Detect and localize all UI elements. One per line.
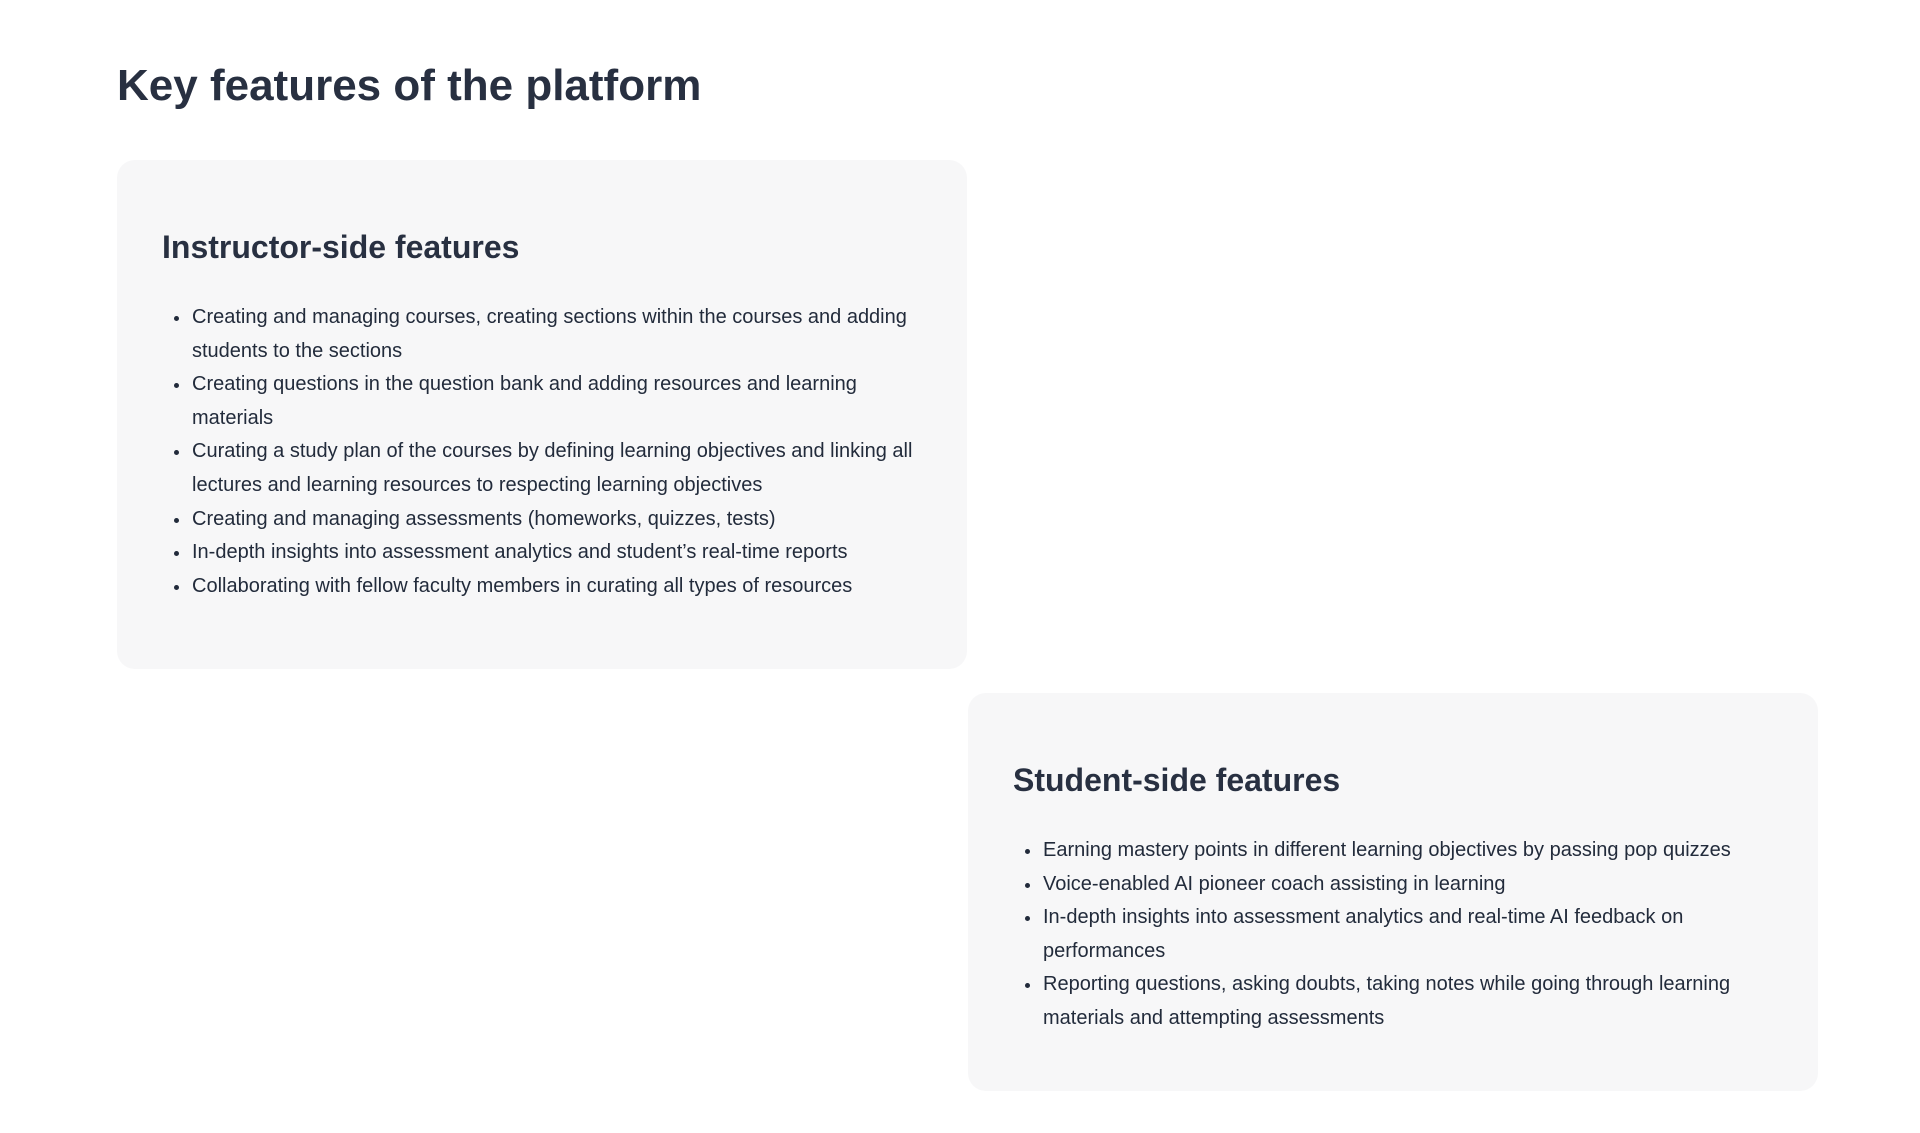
list-item-text: In-depth insights into assessment analytics and student’s real-time reports [192,541,848,564]
bullet-icon [1025,849,1030,854]
instructor-features-heading: Instructor-side features [162,229,520,265]
student-features-list [1013,834,1773,1036]
bullet-icon [174,551,179,556]
list-item-text: Earning mastery points in different learning objectives by passing pop quizzes [1043,839,1731,861]
list-item-text: Creating and managing courses, creating sections within the courses and adding students to the sections [192,306,907,362]
bullet-icon [1025,983,1030,988]
list-item-text: Reporting questions, asking doubts, taking notes while going through learning materials and attempting assessments [1043,973,1731,1029]
list-item-text: Voice-enabled AI pioneer coach assisting in learning [1043,872,1506,895]
list-item [162,301,922,368]
list-item [1013,868,1773,902]
list-item-text: Creating questions in the question bank and adding resources and learning materials [192,373,857,429]
bullet-icon [1025,916,1030,921]
page-title: Key features of the platform [117,61,702,110]
list-item [162,503,922,537]
bullet-icon [174,585,179,590]
list-item-text: Collaborating with fellow faculty members in curating all types of resources [192,574,853,597]
list-item [162,435,922,502]
list-item [162,536,922,570]
list-item [162,570,922,604]
list-item [162,368,922,435]
student-features-heading: Student-side features [1013,762,1341,798]
list-item [1013,834,1773,868]
instructor-features-card [117,160,967,669]
bullet-icon [174,518,179,523]
list-item-text: In-depth insights into assessment analytics and real-time AI feedback on performances [1043,906,1684,962]
bullet-icon [174,450,179,455]
list-item-text: Creating and managing assessments (homeworks, quizzes, tests) [192,507,776,530]
list-item [1013,968,1773,1035]
bullet-icon [1025,883,1030,888]
bullet-icon [174,316,179,321]
instructor-features-list [162,301,922,603]
bullet-icon [174,383,179,388]
student-features-card [968,693,1818,1091]
list-item [1013,901,1773,968]
list-item-text: Curating a study plan of the courses by defining learning objectives and linking all lectures and learning resources to respecting learning objectives [192,440,913,496]
